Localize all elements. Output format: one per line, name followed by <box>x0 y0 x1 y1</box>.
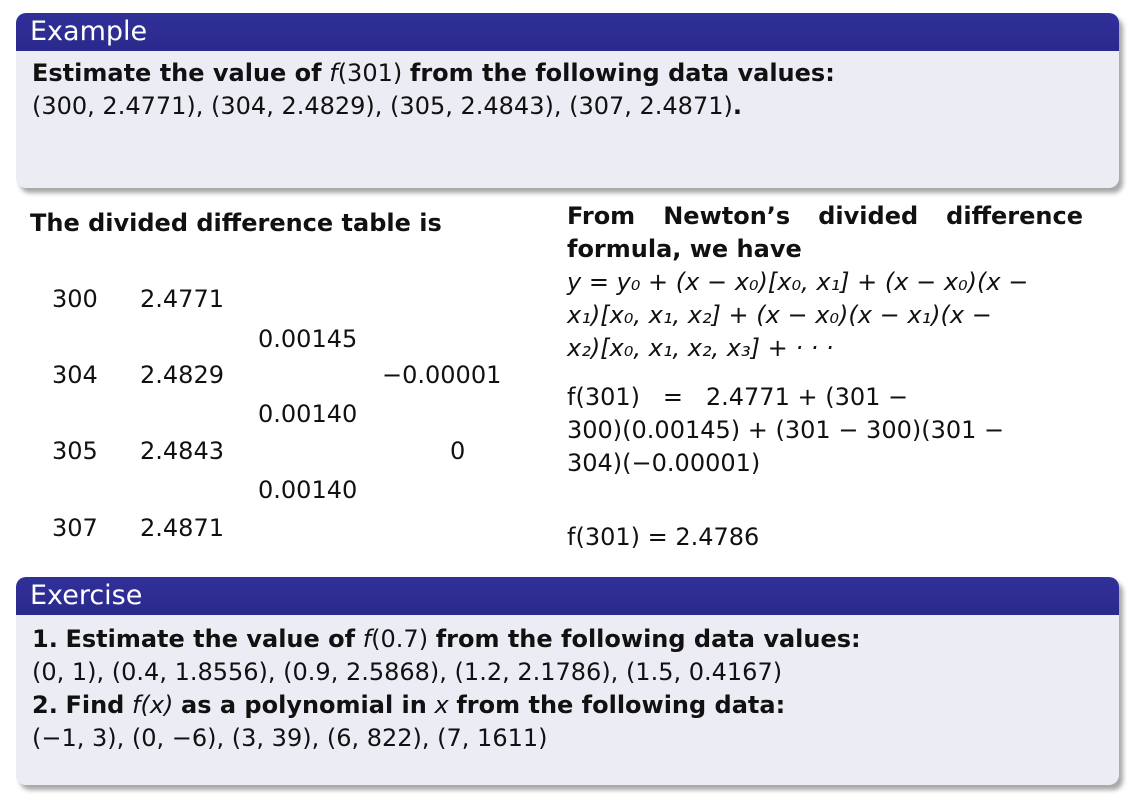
table-heading: The divided difference table is <box>30 209 442 237</box>
newton-formula: y = y₀ + (x − x₀)[x₀, x₁] + (x − x₀)(x − x₁)[x₀, x₁, x₂] + (x − x₀)(x − x₁)(x − x₂)[x₀, x₁, x₂, x₃] + · · · <box>567 268 1029 362</box>
second-difference: 0 <box>450 437 466 465</box>
first-difference: 0.00140 <box>258 476 358 504</box>
x-value: 304 <box>52 361 98 389</box>
first-difference: 0.00140 <box>258 400 358 428</box>
y-value: 2.4843 <box>140 437 224 465</box>
exercise-title: Exercise <box>16 577 1119 615</box>
example-data-line: (300, 2.4771), (304, 2.4829), (305, 2.4843), (307, 2.4871). <box>32 92 742 120</box>
y-value: 2.4829 <box>140 361 224 389</box>
solution-intro: From Newton’s divided difference formula, we have <box>567 202 1083 263</box>
x-value: 307 <box>52 514 98 542</box>
y-value: 2.4871 <box>140 514 224 542</box>
y-value: 2.4771 <box>140 285 224 313</box>
exercise-body <box>16 615 1119 765</box>
exercise-q2: 2. Find f(x) as a polynomial in x from the following data: <box>32 691 786 719</box>
example-prompt: Estimate the value of f(301) from the following data values: <box>32 59 835 87</box>
example-body <box>16 51 1119 133</box>
x-value: 305 <box>52 437 98 465</box>
calculation: f(301) = 2.4771 + (301 − 300)(0.00145) + (301 − 300)(301 − 304)(−0.00001) <box>567 383 1005 477</box>
x-value: 300 <box>52 285 98 313</box>
exercise-q2-data: (−1, 3), (0, −6), (3, 39), (6, 822), (7, 1611) <box>32 724 548 752</box>
example-title: Example <box>16 13 1119 51</box>
first-difference: 0.00145 <box>258 325 358 353</box>
second-difference: −0.00001 <box>382 361 502 389</box>
exercise-q1-data: (0, 1), (0.4, 1.8556), (0.9, 2.5868), (1.2, 2.1786), (1.5, 0.4167) <box>32 658 783 686</box>
exercise-block <box>16 577 1119 785</box>
example-block <box>16 13 1119 188</box>
result: f(301) = 2.4786 <box>567 523 760 551</box>
exercise-q1: 1. Estimate the value of f(0.7) from the following data values: <box>32 625 861 653</box>
